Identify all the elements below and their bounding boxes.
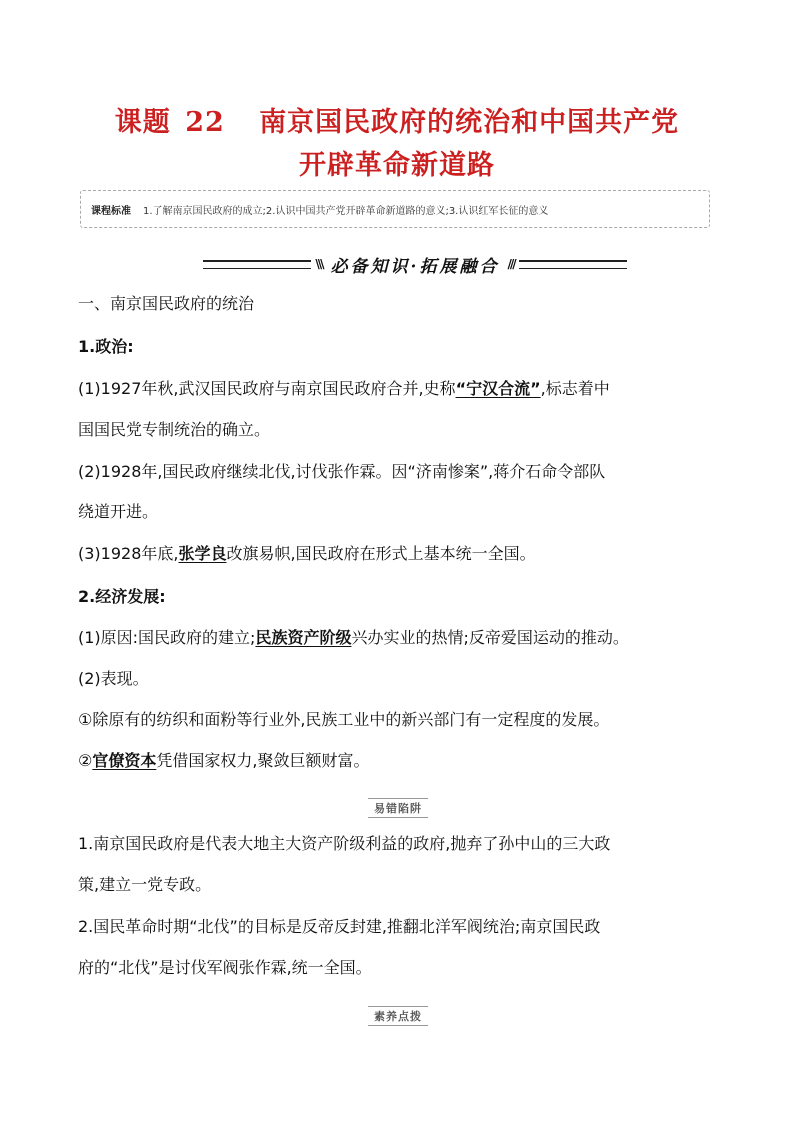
- economy-item-1-text: (1)原因:国民政府的建立;: [78, 628, 256, 647]
- politics-item-3-tail: 改旗易帜,国民政府在形式上基本统一全国。: [226, 544, 536, 563]
- section-banner: [180, 253, 650, 275]
- economy-item-4-marker: ②: [78, 751, 93, 770]
- politics-heading: 1.政治:: [78, 337, 134, 356]
- politics-item-1-cont: 国国民党专制统治的确立。: [78, 420, 271, 439]
- politics-item-3: [78, 544, 536, 564]
- economy-item-4-tail: 凭借国家权力,聚敛巨额财富。: [156, 751, 370, 770]
- key-term-bureaucratic-capital: 官僚资本: [92, 751, 157, 770]
- economy-item-3: ①除原有的纺织和面粉等行业外,民族工业中的新兴部门有一定程度的发展。: [78, 710, 610, 729]
- title-prefix: 课题: [114, 107, 171, 138]
- key-term-ninghan: “宁汉合流”: [455, 379, 541, 398]
- banner-left-rule: [203, 260, 311, 269]
- standard-label: 课程标准: [91, 205, 131, 217]
- title-number: 22: [185, 107, 225, 138]
- title-main: 南京国民政府的统治和中国共产党: [259, 107, 680, 138]
- section-heading: 一、南京国民政府的统治: [78, 294, 255, 313]
- pitfall-item-1: 1.南京国民政府是代表大地主大资产阶级利益的政府,抛弃了孙中山的三大政: [78, 834, 611, 853]
- politics-item-3-text: (3)1928年底,: [78, 544, 179, 563]
- key-term-bourgeoisie: 民族资产阶级: [255, 628, 352, 647]
- politics-item-1-text: (1)1927年秋,武汉国民政府与南京国民政府合并,史称: [78, 379, 456, 398]
- politics-item-1: [78, 379, 610, 399]
- pitfall-item-2: 2.国民革命时期“北伐”的目标是反帝反封建,推翻北洋军阀统治;南京国民政: [78, 917, 601, 936]
- pitfall-item-2-cont: 府的“北伐”是讨伐军阀张作霖,统一全国。: [78, 958, 372, 977]
- page-title-line1: [0, 100, 794, 139]
- economy-item-1-tail: 兴办实业的热情;反帝爱国运动的推动。: [351, 628, 629, 647]
- economy-item-2: (2)表现。: [78, 669, 149, 688]
- standard-text: 1.了解南京国民政府的成立;2.认识中国共产党开辟革命新道路的意义;3.认识红军长征的意义: [143, 205, 549, 217]
- literacy-tag: 素养点拨: [368, 1006, 428, 1026]
- economy-heading: 2.经济发展:: [78, 587, 166, 606]
- key-term-zhangxueliang: 张学良: [178, 544, 227, 563]
- banner-left-slashes: \\\: [315, 257, 323, 271]
- pitfall-tag: 易错陷阱: [368, 798, 428, 818]
- politics-item-2-cont: 绕道开进。: [78, 502, 159, 521]
- politics-item-2: (2)1928年,国民政府继续北伐,讨伐张作霖。因“济南惨案”,蒋介石命令部队: [78, 462, 606, 481]
- banner-title: 必备知识·拓展融合: [330, 256, 500, 277]
- pitfall-item-1-cont: 策,建立一党专政。: [78, 875, 212, 894]
- page-title-line2: 开辟革命新道路: [299, 150, 495, 181]
- economy-item-4: [78, 751, 369, 771]
- economy-item-1: [78, 628, 629, 648]
- politics-item-1-tail: ,标志着中: [540, 379, 610, 398]
- banner-right-slashes: ///: [507, 257, 515, 271]
- curriculum-standard-box: [80, 190, 710, 228]
- banner-right-rule: [519, 260, 627, 269]
